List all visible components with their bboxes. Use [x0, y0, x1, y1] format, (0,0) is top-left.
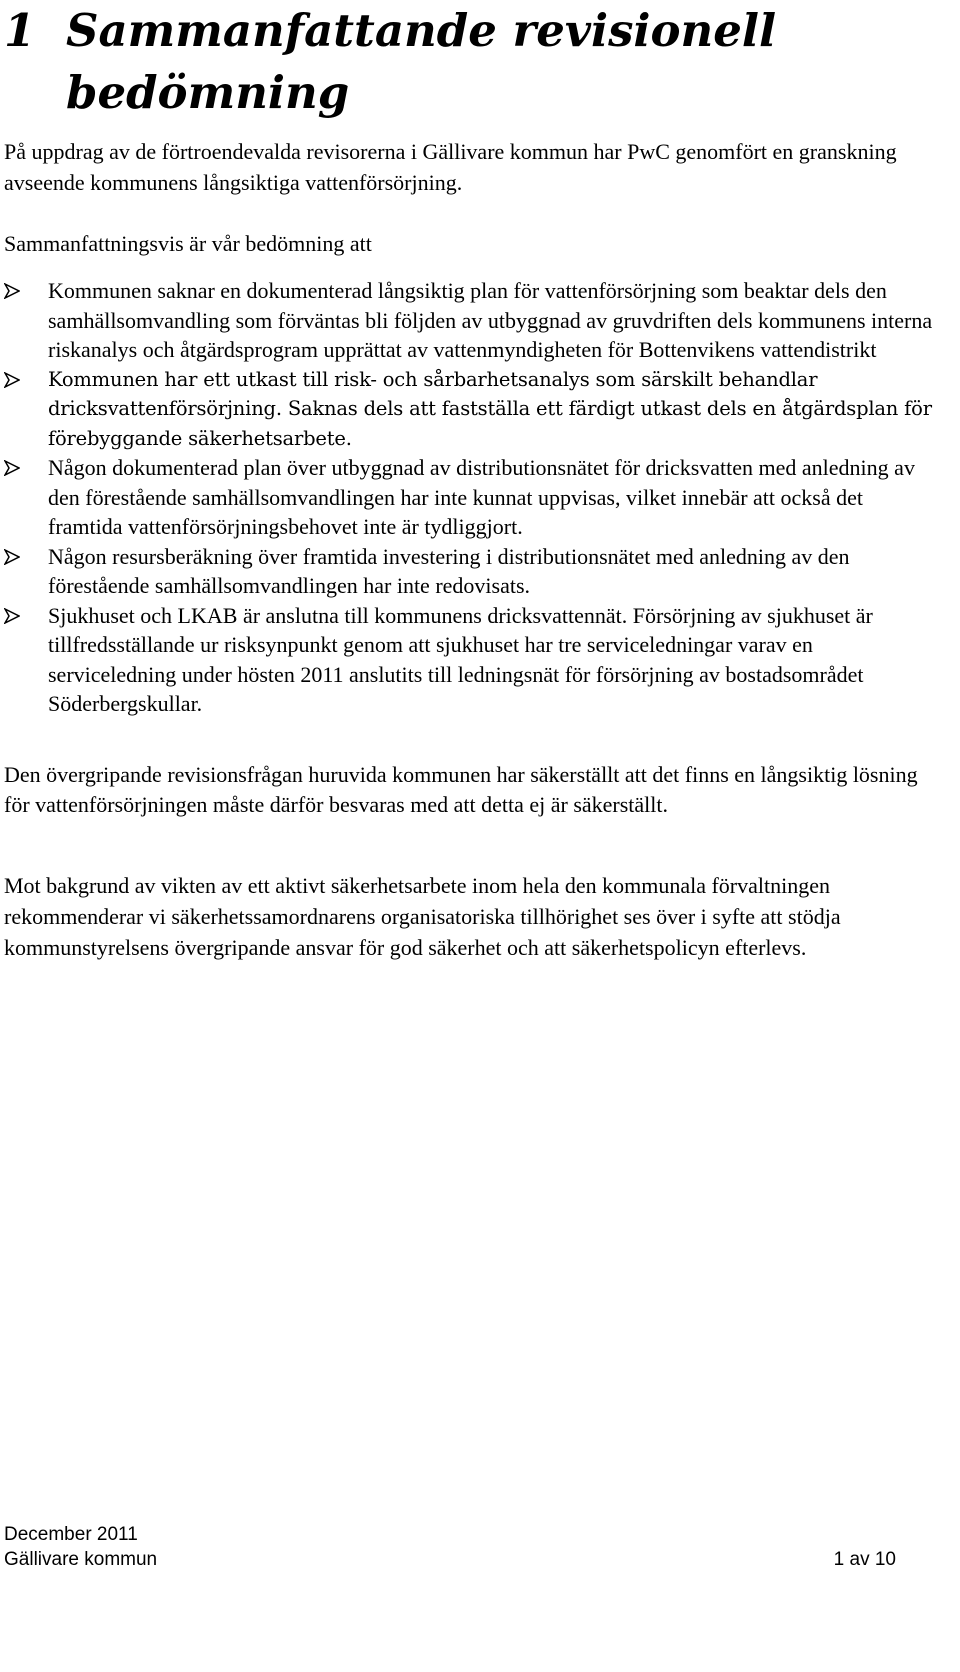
list-item-text: Någon resursberäkning över framtida investering i distributionsnätet med anledning av den förestående samhällsomvandlingen har inte redovisats.: [48, 543, 850, 598]
assessment-list: [4, 276, 934, 719]
page-number: 1 av 10: [833, 1549, 896, 1570]
recommendation-paragraph: Mot bakgrund av vikten av ett aktivt säkerhetsarbete inom hela den kommunala förvaltningen rekommenderar vi säkerhetssamordnarens organisatoriska tillhörighet ses över i syfte att stödja kommunstyrelsens övergripande ansvar för god säkerhet och att säkerhetspolicyn efterlevs.: [4, 873, 841, 960]
list-item-text: Någon dokumenterad plan över utbyggnad av distributionsnätet för dricksvatten med anledning av den förestående samhällsomvandlingen har inte kunnat uppvisas, vilket innebär att också det framtida vattenförsörjningsbehovet inte är tydliggjort.: [48, 455, 915, 539]
arrowhead-bullet-icon: [4, 372, 20, 388]
arrowhead-bullet-icon: [4, 608, 20, 624]
footer-date: December 2011: [4, 1524, 138, 1545]
list-item-text: Kommunen har ett utkast till risk- och sårbarhetsanalys som särskilt behandlar dricksvattenförsörjning. Saknas dels att fastställa ett färdigt utkast dels en åtgärdsplan för förebyggande säkerhetsarbete.: [48, 367, 932, 450]
intro-paragraph: På uppdrag av de förtroendevalda revisorerna i Gällivare kommun har PwC genomfört en granskning avseende kommunens långsiktiga vattenförsörjning.: [4, 139, 897, 195]
section-title: Sammanfattande revisionell bedömning: [66, 4, 777, 119]
list-item: [4, 453, 934, 542]
page-footer: [4, 1522, 896, 1572]
summary-lead: Sammanfattningsvis är vår bedömning att: [4, 231, 372, 256]
arrowhead-bullet-icon: [4, 460, 20, 476]
arrowhead-bullet-icon: [4, 549, 20, 565]
arrowhead-bullet-icon: [4, 283, 20, 299]
list-item: [4, 276, 934, 365]
footer-org-row: [4, 1547, 896, 1572]
list-item-text: Kommunen saknar en dokumenterad långsiktig plan för vattenförsörjning som beaktar dels den samhällsomvandling som förväntas bli följden av utbyggnad av gruvdriften dels kommunens interna riskanalys och åtgärdsprogram upprättat av vattenmyndigheten för Bottenvikens vattendistrikt: [48, 278, 933, 362]
conclusion-paragraph: Den övergripande revisionsfrågan huruvida kommunen har säkerställt att det finns en långsiktig lösning för vattenförsörjningen måste därför besvaras med att detta ej är säkerställt.: [4, 762, 918, 817]
list-item: [4, 601, 934, 719]
footer-date-row: [4, 1522, 896, 1547]
footer-organization: Gällivare kommun: [4, 1549, 158, 1570]
list-item: [4, 542, 934, 601]
section-number: 1: [4, 4, 36, 57]
list-item-text: Sjukhuset och LKAB är anslutna till kommunens dricksvattennät. Försörjning av sjukhuset är tillfredsställande ur risksynpunkt genom att sjukhuset har tre serviceledningar varav en serviceledning under hösten 2011 anslutits till ledningsnät för försörjning av bostadsområdet Söderbergskullar.: [48, 602, 873, 716]
section-heading: [4, 0, 934, 124]
list-item: [4, 365, 934, 454]
